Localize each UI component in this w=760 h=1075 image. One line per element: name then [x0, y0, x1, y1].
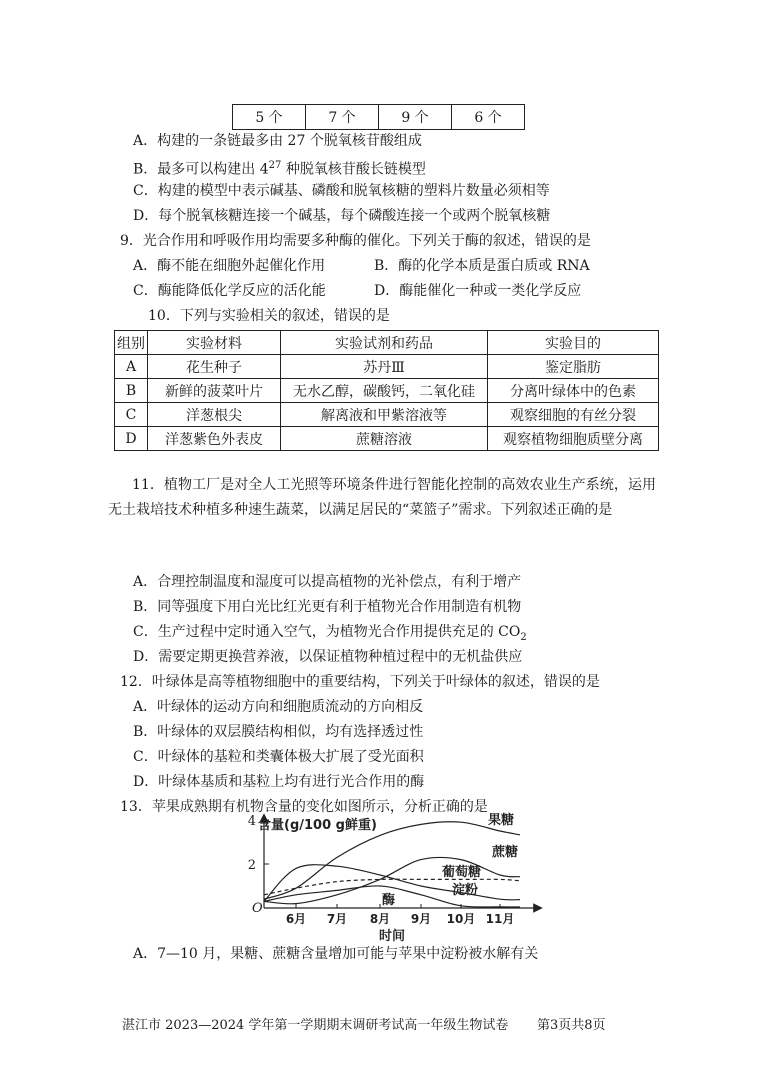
- q12-option-d: D．叶绿体基质和基粒上均有进行光合作用的酶: [133, 774, 425, 790]
- table-cell: 观察植物细胞质壁分离: [488, 427, 659, 451]
- table-header-row: [115, 331, 659, 355]
- x-tick-label: 8月: [369, 912, 391, 926]
- y-axis-label: 含量(g/100 g鲜重): [258, 818, 377, 833]
- count-cell: 9 个: [379, 105, 452, 130]
- table-cell: 苏丹Ⅲ: [281, 355, 488, 379]
- q11-stem: 11．植物工厂是对全人工光照等环境条件进行智能化控制的高效农业生产系统，运用无土栽培技术种植多种速生蔬菜，以满足居民的“菜篮子”需求。下列叙述正确的是: [108, 477, 656, 518]
- series-label: 酶: [382, 893, 396, 908]
- table-cell: 鉴定脂肪: [488, 355, 659, 379]
- q12-stem: 12．叶绿体是高等植物细胞中的重要结构，下列关于叶绿体的叙述，错误的是: [120, 674, 600, 690]
- table-header: 实验试剂和药品: [281, 331, 488, 355]
- table-header: 实验材料: [148, 331, 281, 355]
- y-tick-label: 2: [247, 858, 256, 873]
- table-cell: 分离叶绿体中的色素: [488, 379, 659, 403]
- series-label: 葡萄糖: [442, 865, 482, 880]
- q9-option-a: A．酶不能在细胞外起催化作用: [133, 258, 326, 274]
- count-table: [232, 104, 525, 130]
- table-cell: A: [115, 355, 148, 379]
- table-cell: B: [115, 379, 148, 403]
- table-cell: 花生种子: [148, 355, 281, 379]
- q9-stem: 9．光合作用和呼吸作用均需要多种酶的催化。下列关于酶的叙述，错误的是: [120, 233, 591, 249]
- table-cell: 观察细胞的有丝分裂: [488, 403, 659, 427]
- table-header: 组别: [115, 331, 148, 355]
- count-cell: 5 个: [233, 105, 306, 130]
- count-cell: 6 个: [452, 105, 525, 130]
- count-cell: 7 个: [306, 105, 379, 130]
- table-row: [115, 427, 659, 451]
- q13-stem: 13．苹果成熟期有机物含量的变化如图所示，分析正确的是: [120, 799, 488, 815]
- q9-option-b: B．酶的化学本质是蛋白质或 RNA: [374, 258, 590, 274]
- table-row: [115, 355, 659, 379]
- series-label: 果糖: [488, 813, 515, 828]
- origin-label: O: [252, 901, 263, 916]
- q8-option-a: A．构建的一条链最多由 27 个脱氧核苷酸组成: [133, 133, 422, 149]
- y-tick-label: 4: [247, 814, 256, 829]
- table-cell: D: [115, 427, 148, 451]
- q12-option-c: C．叶绿体的基粒和类囊体极大扩展了受光面积: [133, 749, 424, 765]
- x-tick-label: 10月: [446, 912, 476, 926]
- q11-option-c: C．生产过程中定时通入空气，为植物光合作用提供充足的 $CO_2$: [133, 624, 527, 643]
- series-label: 蔗糖: [492, 845, 519, 860]
- table-header: 实验目的: [488, 331, 659, 355]
- table-row: [115, 403, 659, 427]
- table-cell: 蔗糖溶液: [281, 427, 488, 451]
- q11-option-d: D．需要定期更换营养液，以保证植物种植过程中的无机盐供应: [133, 649, 523, 665]
- q11-option-b: B．同等强度下用白光比红光更有利于植物光合作用制造有机物: [133, 599, 522, 615]
- q8-option-d: D．每个脱氧核糖连接一个碱基，每个磷酸连接一个或两个脱氧核糖: [133, 208, 551, 224]
- x-tick-label: 6月: [285, 912, 307, 926]
- table-cell: 洋葱根尖: [148, 403, 281, 427]
- page-number: 第3页共8页: [537, 1018, 606, 1033]
- q9-option-d: D．酶能催化一种或一类化学反应: [374, 283, 582, 299]
- x-tick-label: 7月: [326, 912, 348, 926]
- q10-stem: 10．下列与实验相关的叙述，错误的是: [148, 308, 390, 324]
- table-cell: C: [115, 403, 148, 427]
- q9-option-c: C．酶能降低化学反应的活化能: [133, 283, 326, 299]
- q11-option-a: A．合理控制温度和湿度可以提高植物的光补偿点，有利于增产: [133, 574, 522, 590]
- q12-option-a: A．叶绿体的运动方向和细胞质流动的方向相反: [133, 699, 424, 715]
- experiment-table: [114, 330, 659, 451]
- x-tick-label: 9月: [410, 912, 432, 926]
- table-cell: 新鲜的菠菜叶片: [148, 379, 281, 403]
- table-cell: 无水乙醇，碳酸钙，二氧化硅: [281, 379, 488, 403]
- table-row: [115, 379, 659, 403]
- q12-option-b: B．叶绿体的双层膜结构相似，均有选择透过性: [133, 724, 424, 740]
- table-cell: 解离液和甲紫溶液等: [281, 403, 488, 427]
- q13-option-a: A．7—10 月，果糖、蔗糖含量增加可能与苹果中淀粉被水解有关: [133, 946, 539, 962]
- q8-option-b: B．最多可以构建出 $4^{27}$ 种脱氧核苷酸长链模型: [133, 160, 426, 178]
- series-label: 淀粉: [452, 883, 479, 898]
- apple-content-chart: [220, 812, 560, 952]
- footer-title: 湛江市 2023—2024 学年第一学期期末调研考试高一年级生物试卷: [122, 1018, 509, 1033]
- x-axis-label: 时间: [378, 929, 406, 944]
- x-tick-label: 11月: [485, 912, 515, 926]
- table-cell: 洋葱紫色外表皮: [148, 427, 281, 451]
- q8-option-c: C．构建的模型中表示碱基、磷酸和脱氧核糖的塑料片数量必须相等: [133, 183, 550, 199]
